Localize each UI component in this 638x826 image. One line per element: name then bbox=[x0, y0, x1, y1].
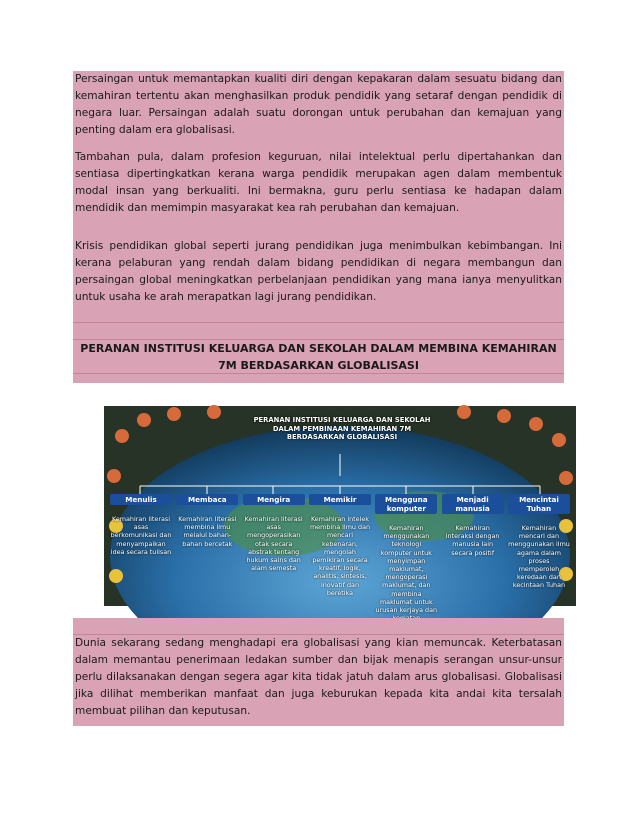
infographic-7m bbox=[104, 406, 576, 615]
skill-heading: Menjadi manusia bbox=[442, 494, 504, 514]
skill-description: Kemahiran literasi asas berkomunikasi dan menyampaikan idea secara tulisan bbox=[110, 515, 172, 556]
skill-heading: Mengira bbox=[243, 494, 305, 505]
skills-columns bbox=[104, 494, 576, 631]
skill-column bbox=[442, 494, 504, 631]
skill-description: Kemahiran mencari dan menggunakan ilmu agama dalam proses memperoleh keredaan dan kecintaan Tuhan bbox=[508, 524, 570, 590]
paragraph-1: Persaingan untuk memantapkan kualiti diri dengan kepakaran dalam sesuatu bidang dan kemahiran tertentu akan menghasilkan produk pendidik yang setaraf dengan pendidik di negara luar. Persaingan adalah suatu dorongan untuk perubahan dan kemajuan yang penting dalam era globalisasi. bbox=[75, 73, 562, 136]
skill-column bbox=[375, 494, 437, 631]
skill-description: Kemahiran literasi asas mengoperasikan otak secara abstrak tentang hukum sains dan alam semesta bbox=[244, 515, 303, 573]
paragraph-4: Dunia sekarang sedang menghadapi era globalisasi yang kian memuncak. Keterbatasan dalam memantau penerimaan ledakan sumber dan bijak menapis serangan unsur-unsur perlu dilaksanakan dengan segera agar kita tidak jatuh dalam arus globalisasi. Globalisasi jika dilihat memberikan manfaat dan juga keburukan kepada kita andai kita tersalah membuat pilihan dan keputusan. bbox=[75, 637, 562, 717]
paragraph-3: Krisis pendidikan global seperti jurang pendidikan juga menimbulkan kebimbangan. Ini kerana pelaburan yang rendah dalam bidang pendidikan di negara membangun dan persaingan global meningkatkan perbelanjaan pendidikan yang mana ianya menyulitkan untuk usaha ke arah merapatkan lagi jurang pendidikan. bbox=[75, 240, 562, 303]
skill-column bbox=[243, 494, 305, 631]
skill-column bbox=[309, 494, 371, 631]
skill-column bbox=[508, 494, 570, 631]
skill-column bbox=[110, 494, 172, 631]
skill-heading: Mencintai Tuhan bbox=[508, 494, 570, 514]
skill-heading: Memikir bbox=[309, 494, 371, 505]
skill-column bbox=[176, 494, 238, 631]
diagram-title: PERANAN INSTITUSI KELUARGA DAN SEKOLAH DALAM PEMBINAAN KEMAHIRAN 7M BERDASARKAN GLOBALISASI bbox=[253, 416, 431, 442]
skill-description: Kemahiran interaksi dengan manusia lain secara positif bbox=[445, 524, 500, 557]
skill-heading: Membaca bbox=[176, 494, 238, 505]
paragraph-2: Tambahan pula, dalam profesion keguruan, nilai intelektual perlu dipertahankan dan sentiasa dipertingkatkan kerana warga pendidik merupakan agen dalam membentuk modal insan yang berkualiti. Ini bermakna, guru perlu sentiasa ke hadapan dalam mendidik dan memimpin masyarakat kea rah perubahan dan kemajuan. bbox=[75, 151, 562, 214]
skill-heading: Mengguna komputer bbox=[375, 494, 437, 514]
skill-description: Kemahiran menggunakan teknologi komputer untuk menyimpan maklumat, mengoperasi maklumat, dan membina maklumat untuk urusan kerjaya dan bbox=[375, 524, 438, 615]
skill-heading: Menulis bbox=[110, 494, 172, 505]
text-band-spacer-1 bbox=[73, 139, 564, 149]
band-rule bbox=[73, 322, 564, 323]
skill-description: Kemahiran intelek membina ilmu dan mencari kebenaran, mengolah pemikiran secara kreatif, logik, analitis, sintesis, inovatif dan beretika bbox=[309, 515, 371, 597]
skill-description: Kemahiran literasi membina ilmu melalui bahan-bahan bercetak bbox=[178, 515, 237, 548]
section-heading: PERANAN INSTITUSI KELUARGA DAN SEKOLAH DALAM MEMBINA KEMAHIRAN 7M BERDASARKAN GLOBALISASI bbox=[80, 342, 557, 372]
